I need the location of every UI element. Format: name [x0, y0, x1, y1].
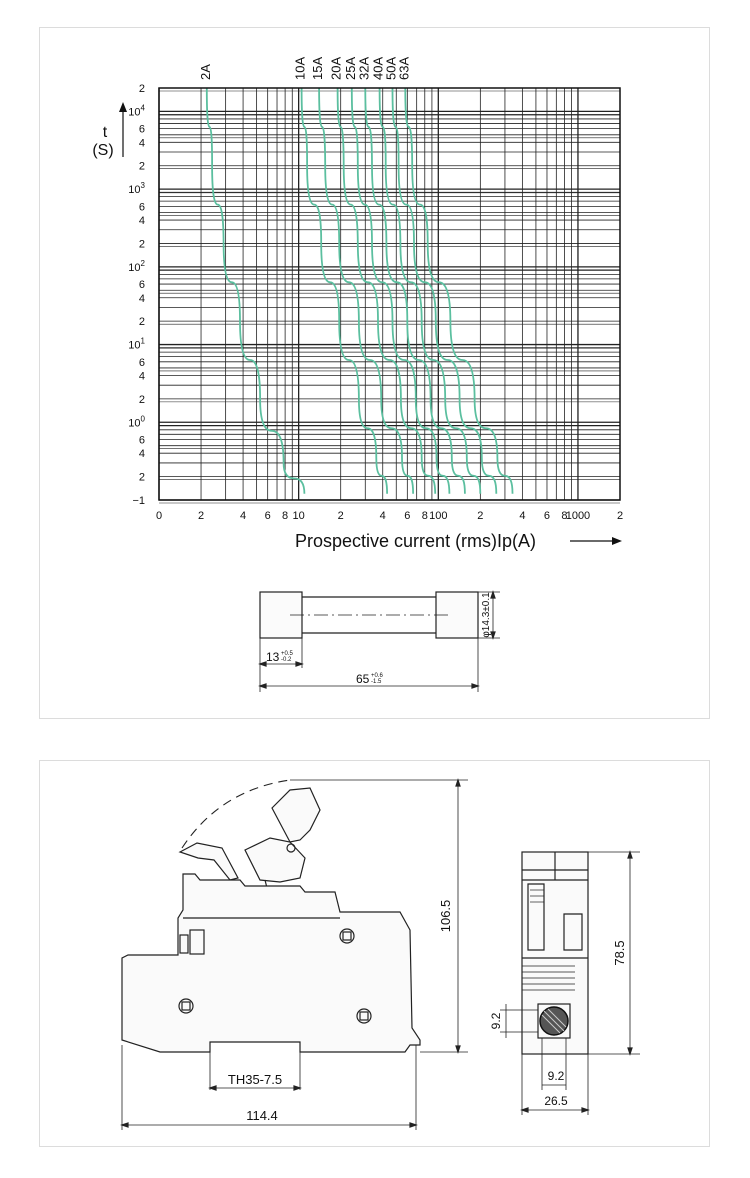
y-tick-label: 4 [138, 215, 145, 228]
x-tick-label: 6 [404, 510, 411, 522]
x-tick-label: 100 [429, 510, 448, 522]
curve-63A [405, 88, 512, 494]
curve-40A [380, 88, 481, 494]
y-axis-label-unit: (S) [92, 142, 114, 159]
series-label-2A: 2A [197, 64, 213, 80]
x-axis-label: Prospective current (rms)Ip(A) [295, 531, 537, 551]
y-tick-label: 2 [138, 316, 145, 329]
y-tick-label: 4 [138, 292, 145, 305]
y-tick-label: 6 [138, 279, 145, 292]
open-height-label: 106.5 [438, 899, 453, 933]
x-tick-label: 8 [421, 510, 428, 522]
fuse-end-cap-label: 13 [266, 650, 280, 664]
x-tick-label: 8 [561, 510, 568, 522]
series-label-32A: 32A [356, 56, 372, 80]
curve-32A [365, 88, 465, 494]
x-tick-labels [156, 510, 623, 522]
x-tick-label: 6 [264, 510, 271, 522]
fuse-diameter-label: φ14.3±0.1 [481, 592, 492, 638]
curve-25A [352, 88, 450, 494]
y-tick-label: $10^1$ [128, 336, 145, 352]
height-label: 78.5 [612, 940, 627, 966]
time-current-chart [92, 57, 623, 551]
chart-frame [159, 88, 620, 500]
y-tick-label: 6 [138, 356, 145, 369]
y-tick-label: 4 [138, 370, 145, 383]
y-tick-label: 6 [138, 201, 145, 214]
series-label-25A: 25A [342, 56, 358, 80]
y-tick-label: 6 [138, 434, 145, 447]
y-tick-label: 2 [138, 393, 145, 406]
fuse-length-tol-lower: -1.5 [371, 679, 382, 685]
y-tick-labels [128, 83, 145, 507]
y-tick-label: 2 [138, 160, 145, 173]
fuse-length-label: 65 [356, 672, 370, 686]
series-label-20A: 20A [328, 56, 344, 80]
series-label-63A: 63A [396, 56, 412, 80]
holder-front-view [500, 852, 640, 1115]
series-label-10A: 10A [292, 56, 308, 80]
series-labels [198, 57, 411, 80]
series-label-40A: 40A [370, 56, 386, 80]
x-tick-label: 0 [155, 510, 163, 522]
chart-grid [159, 88, 620, 503]
y-tick-label: $10^2$ [128, 258, 145, 274]
holder-side-view [122, 780, 468, 1130]
y-tick-label: 4 [138, 137, 145, 150]
x-axis-arrow [570, 537, 622, 545]
x-tick-label: 2 [616, 510, 624, 522]
y-tick-label: 2 [138, 238, 145, 251]
y-tick-label: 4 [138, 448, 145, 461]
series-label-15A: 15A [310, 56, 326, 80]
x-tick-label: 8 [282, 510, 289, 522]
x-tick-label: 2 [197, 510, 205, 522]
fuse-curves [207, 88, 513, 494]
x-tick-label: 10 [292, 510, 305, 522]
y-tick-label: $10^3$ [128, 181, 145, 197]
y-tick-label: $10^4$ [128, 103, 145, 119]
terminal-vertical-label: 9.2 [489, 1012, 503, 1030]
y-tick-label: 6 [138, 123, 145, 136]
series-label-50A: 50A [383, 56, 399, 80]
y-tick-label: −1 [132, 495, 145, 507]
width-label: 114.4 [246, 1108, 278, 1123]
depth-label: 26.5 [544, 1094, 568, 1108]
terminal-horizontal-label: 9.2 [547, 1069, 565, 1083]
y-axis-arrow [119, 102, 127, 157]
y-axis-label-t: t [102, 124, 108, 141]
fuse-end-cap-tol-lower: -0.2 [281, 657, 292, 663]
y-tick-label: 2 [138, 83, 145, 95]
y-tick-label: 2 [138, 471, 145, 484]
terminal-screw-icon [540, 1007, 568, 1035]
x-tick-label: 1000 [565, 510, 591, 522]
x-tick-label: 6 [543, 510, 551, 522]
x-tick-label: 4 [240, 510, 247, 522]
curve-10A [302, 88, 388, 494]
x-tick-label: 4 [519, 510, 526, 522]
y-tick-label: $10^0$ [128, 414, 145, 430]
chart-border [159, 88, 620, 500]
fuse-end-cap-tol-upper: +0.5 [281, 651, 293, 657]
x-tick-label: 4 [379, 510, 386, 522]
fuse-length-tol-upper: +0.6 [371, 673, 383, 679]
x-tick-label: 2 [337, 510, 344, 522]
x-tick-label: 2 [477, 510, 484, 522]
curve-2A [207, 88, 305, 494]
rail-label: TH35-7.5 [227, 1072, 283, 1087]
